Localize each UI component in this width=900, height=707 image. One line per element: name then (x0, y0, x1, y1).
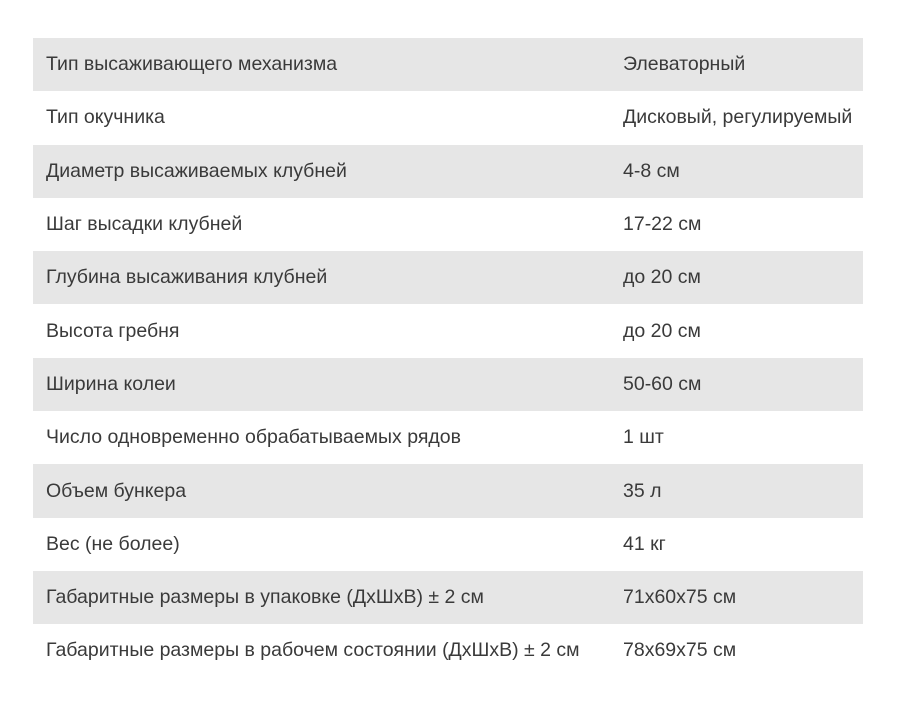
spec-name: Габаритные размеры в рабочем состоянии (ДхШхВ) ± 2 см (46, 639, 580, 662)
spec-row (33, 358, 863, 411)
spec-row (33, 304, 863, 357)
spec-name: Глубина высаживания клубней (46, 266, 328, 289)
spec-row (33, 411, 863, 464)
spec-row (33, 91, 863, 144)
spec-table (33, 38, 863, 678)
spec-row (33, 145, 863, 198)
spec-value: 1 шт (623, 426, 664, 449)
spec-value: 78х69х75 см (623, 639, 737, 662)
spec-value: Элеваторный (623, 53, 746, 76)
spec-name: Высота гребня (46, 319, 180, 342)
spec-value: до 20 см (623, 266, 701, 289)
spec-name: Тип окучника (46, 106, 165, 129)
spec-name: Объем бункера (46, 479, 187, 502)
spec-value: до 20 см (623, 319, 701, 342)
spec-name: Шаг высадки клубней (46, 213, 243, 236)
spec-row (33, 198, 863, 251)
spec-row (33, 571, 863, 624)
spec-name: Ширина колеи (46, 372, 176, 395)
spec-row (33, 518, 863, 571)
spec-row (33, 624, 863, 677)
spec-name: Диаметр высаживаемых клубней (46, 159, 347, 182)
spec-value: 4-8 см (623, 159, 680, 182)
spec-name: Тип высаживающего механизма (46, 53, 338, 76)
spec-value: Дисковый, регулируемый (623, 106, 853, 129)
spec-value: 35 л (623, 479, 662, 502)
spec-name: Вес (не более) (46, 532, 180, 555)
spec-value: 71х60х75 см (623, 586, 737, 609)
spec-row (33, 251, 863, 304)
spec-value: 17-22 см (623, 213, 702, 236)
spec-value: 41 кг (623, 532, 666, 555)
spec-row (33, 38, 863, 91)
spec-name: Число одновременно обрабатываемых рядов (46, 426, 461, 449)
spec-value: 50-60 см (623, 372, 702, 395)
spec-row (33, 464, 863, 517)
spec-name: Габаритные размеры в упаковке (ДхШхВ) ± 2 см (46, 586, 484, 609)
